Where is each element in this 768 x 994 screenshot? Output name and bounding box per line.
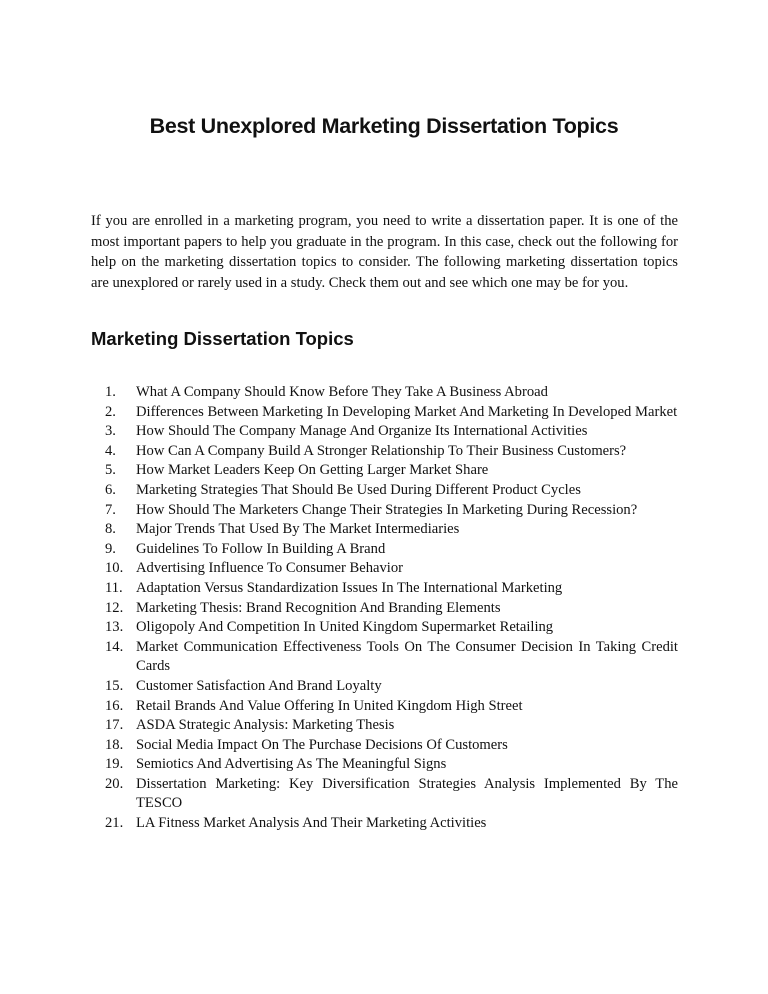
intro-paragraph: If you are enrolled in a marketing program, you need to write a dissertation paper. It is one of the most important papers to help you graduate in the program. In this case, check out the following for help on the marketing dissertation topics to consider. The following marketing dissertation topics are unexplored or rarely used in a study. Check them out and see which one may be for you. xyxy=(91,213,678,291)
list-item xyxy=(91,481,678,501)
list-item-number: 19. xyxy=(105,756,124,773)
list-item-text: How Market Leaders Keep On Getting Larger Market Share xyxy=(136,462,489,479)
list-item-text: Dissertation Marketing: Key Diversification Strategies Analysis Implemented By The TESCO xyxy=(136,775,678,812)
list-item-text: Oligopoly And Competition In United Kingdom Supermarket Retailing xyxy=(136,619,554,636)
list-item xyxy=(91,618,678,638)
list-item-text: Semiotics And Advertising As The Meaningful Signs xyxy=(136,756,447,773)
list-item xyxy=(91,697,678,717)
list-item-number: 7. xyxy=(105,501,116,518)
list-item-text: What A Company Should Know Before They Take A Business Abroad xyxy=(136,384,548,400)
list-item xyxy=(91,814,678,834)
list-item-text: ASDA Strategic Analysis: Marketing Thesis xyxy=(136,717,395,734)
list-item-number: 18. xyxy=(105,736,124,753)
list-item xyxy=(91,638,678,677)
list-item xyxy=(91,461,678,481)
list-item-number: 21. xyxy=(105,815,124,832)
list-item-text: Adaptation Versus Standardization Issues In The International Marketing xyxy=(136,579,563,596)
list-item-number: 16. xyxy=(105,697,124,714)
list-item-text: How Can A Company Build A Stronger Relationship To Their Business Customers? xyxy=(136,442,627,459)
list-item-number: 9. xyxy=(105,540,116,557)
list-item-text: Differences Between Marketing In Developing Market And Marketing In Developed Market xyxy=(136,403,678,420)
list-item-number: 15. xyxy=(105,677,124,694)
list-item-number: 12. xyxy=(105,599,124,616)
list-item-number: 4. xyxy=(105,442,116,459)
list-item-number: 10. xyxy=(105,560,124,577)
list-item-text: Marketing Strategies That Should Be Used During Different Product Cycles xyxy=(136,481,581,498)
list-item xyxy=(91,383,678,403)
list-item-text: Guidelines To Follow In Building A Brand xyxy=(136,540,386,557)
section-heading: Marketing Dissertation Topics xyxy=(91,328,354,349)
list-item xyxy=(91,755,678,775)
list-item-text: How Should The Company Manage And Organize Its International Activities xyxy=(136,423,588,440)
list-item xyxy=(91,716,678,736)
list-item-number: 2. xyxy=(105,403,116,420)
list-item-number: 1. xyxy=(105,384,116,400)
list-item-text: Marketing Thesis: Brand Recognition And Branding Elements xyxy=(136,599,501,616)
list-item-text: LA Fitness Market Analysis And Their Marketing Activities xyxy=(136,815,487,832)
list-item xyxy=(91,559,678,579)
list-item-number: 14. xyxy=(105,638,124,655)
list-item xyxy=(91,520,678,540)
list-item-number: 17. xyxy=(105,717,124,734)
list-item xyxy=(91,599,678,619)
list-item-text: Customer Satisfaction And Brand Loyalty xyxy=(136,677,382,694)
list-item-text: Advertising Influence To Consumer Behavior xyxy=(136,560,404,577)
list-item xyxy=(91,579,678,599)
list-item xyxy=(91,736,678,756)
page-title: Best Unexplored Marketing Dissertation Topics xyxy=(149,114,619,138)
list-item xyxy=(91,540,678,560)
list-item-text: How Should The Marketers Change Their Strategies In Marketing During Recession? xyxy=(136,501,638,518)
list-item-number: 5. xyxy=(105,462,116,479)
list-item-number: 8. xyxy=(105,521,116,538)
list-item-text: Social Media Impact On The Purchase Decisions Of Customers xyxy=(136,736,508,753)
list-item-text: Retail Brands And Value Offering In United Kingdom High Street xyxy=(136,697,523,714)
list-item xyxy=(91,403,678,423)
list-item xyxy=(91,422,678,442)
list-item-number: 13. xyxy=(105,619,124,636)
list-item-text: Market Communication Effectiveness Tools On The Consumer Decision In Taking Credit Cards xyxy=(136,638,678,675)
topics-list xyxy=(91,383,678,834)
list-item xyxy=(91,442,678,462)
list-item xyxy=(91,677,678,697)
list-item-number: 11. xyxy=(105,579,123,596)
list-item-number: 3. xyxy=(105,423,116,440)
list-item-number: 20. xyxy=(105,775,124,792)
list-item-text: Major Trends That Used By The Market Intermediaries xyxy=(136,521,460,538)
list-item xyxy=(91,501,678,521)
list-item xyxy=(91,775,678,814)
list-item-number: 6. xyxy=(105,481,116,498)
